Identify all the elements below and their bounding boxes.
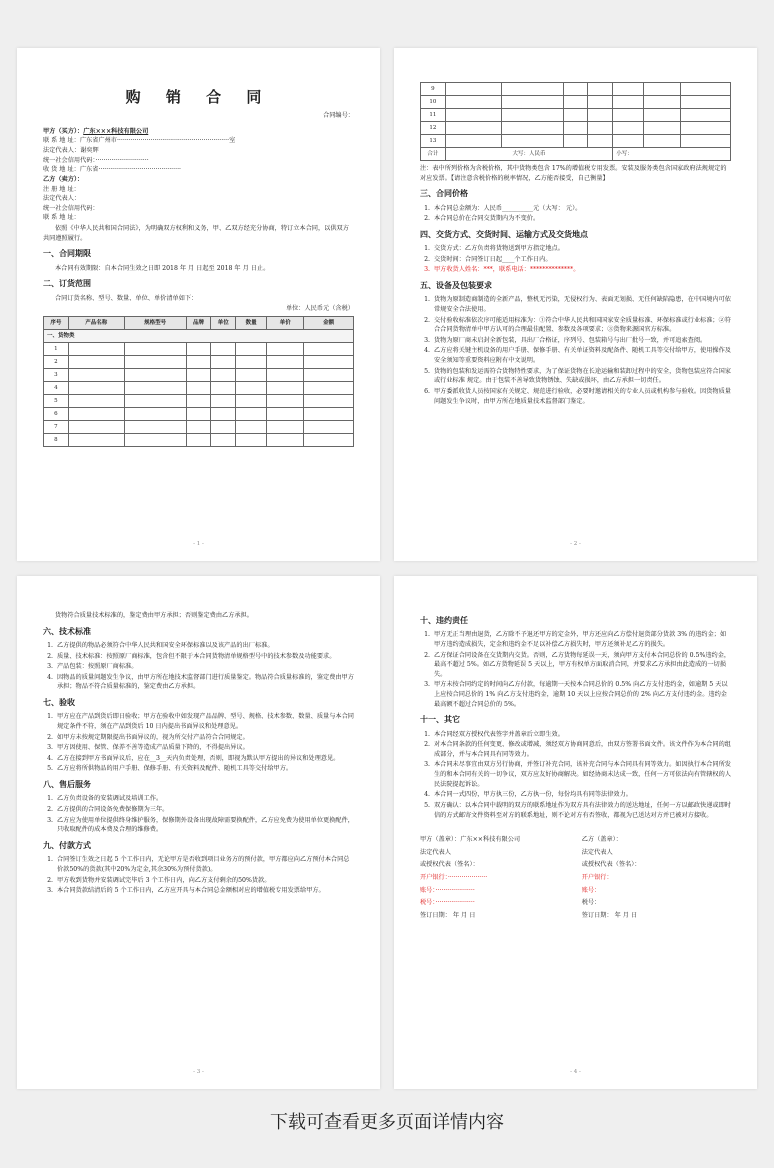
list-item: 本合同未尽事宜由双方另行协商，并签订补充合同，该补充合同与本合同具有同等效力。如因执行本合同所发生的和本合同有关的一切争议，双方应友好协商解决。如经协商未达成一致，任何一方可依法向有管辖权的人民法院提起诉讼。 [434,761,731,788]
table-row [44,342,354,355]
row-number: 9 [421,83,446,96]
list-item: 本合同总金额为：人民币__________元（大写： 元）。 [434,204,582,212]
party-b-label: 乙方（卖方）： [43,175,84,183]
section-heading: 八、售后服务 [43,780,91,790]
list-item: 甲方因使用、保管、保养不善等造成产品质量下降的，不得提出异议。 [57,744,249,752]
contract-page-2: 9 10 11 12 13 合计 大写：人民币 小写： 注：表中所列价格为含税价格，其中货物类包含 17%的增值税专用发票。安装及服务类包含国家政府法规规定的对应发票。【请注意含税价格的税率情况，乙方能否接受，自己衡量】 三、合同价格 1. 本合同总金额为：人民币__________元（大写： 元）。 2. 本合同总价在合同交货期内为不变价。 四、交货方式、交货时间、运输方式及交货地点 1. 交货方式：乙方负责将货物送到甲方指定地点。 2. 交货时间：合同签订日起____个工作日内。 3. 甲方收货人姓名：***，联系电话：**************。 五、设备及包装要求 1. 货物为原制造商制造的全新产品，整机无污染，无侵权行为、表面无划损、无任何缺陷隐患，在中国境内可依常规安全合法使用。 2. 交付验收标准依次序可能适用标准为：①符合中华人民共和国国家安全质量标准、环保标准或行业标准；②符合合同货物清单中甲方认可的合理最佳配置、参数及各项要求；③货物来源国官方标准。 3. 货物为原厂商未启封全新包装，具出厂合格证，序列号、包装箱号与出厂批号一致，并可追索查阅。 4. 乙方应将关键主机设备的用户手册、保修手册、有关单证资料及配备件、随机工具等交付给甲方，使用操作及安全须知等重要资料应附有中文说明。 5. 货物的包装和发运需符合货物特性要求，为了保证货物在长途运输和装卸过程中的安全，货物包装应符合国家或行业标准 规定。由于包装不善导致货物锈蚀、失缺或损坏，由乙方承担一切责任。 6. 甲方委派收货人员按国家有关规定、规范进行验收，必要时邀请相关的专业人员或机构参与验收。因货物质量问题发生争议时，由甲方所在地质量技术监督部门鉴定。 - 2 - [394,48,757,561]
contract-page-1 [17,48,380,561]
list-item: 甲方收到货物并安装调试完毕后 3 个工作日内，向乙方支付剩余的50%货款。 [57,876,271,884]
table-group-row: 一、货物类 [44,329,354,342]
list-item: 乙方保证合同设备在交货期内交货。否则，乙方货物每延误一天，须向甲方支付本合同总价的 0.5%违约金，最高不超过 5%。如乙方货物延误 5 天以上，甲方有权单方面取消合同，并要求乙方承担由此造成的一切损失。 [434,651,731,678]
party-a-credit-code: 统一社会信用代码：··························· [43,156,149,164]
total-in-figures: 小写： [613,148,731,161]
price-note: 注：表中所列价格为含税价格，其中货物类包含 17%的增值税专用发票。安装及服务类包含国家政府法规规定的对应发票。【请注意含税价格的税率情况，乙方能否接受，自己衡量】 [420,165,727,182]
table-row [44,355,354,368]
section-heading: 一、合同期限 [43,249,91,259]
list-item: 货物为原制造商制造的全新产品，整机无污染，无侵权行为、表面无划损、无任何缺陷隐患，在中国境内可依常规安全合法使用。 [434,296,731,314]
list-item: 合同签订生效之日起 5 个工作日内，无论甲方是否收到项目业务方的预付款，甲方都应向乙方预付本合同总价款50%的货款(其中20%为定金,其余30%为预付货款)。 [57,856,350,873]
party-a-signature [420,832,569,923]
row-number: 1 [44,342,69,355]
contract-title: 购 销 合 同 [125,88,272,106]
list-item: 乙方应将关键主机设备的用户手册、保修手册、有关单证资料及配备件、随机工具等交付给甲方，使用操作及安全须知等重要资料应附有中文说明。 [434,347,731,365]
row-number: 5 [44,394,69,407]
party-a-address: 联 系 地 址：广东省广州市·························································室 [43,137,236,145]
sign-line: 账号： [581,886,601,894]
sign-line: 开户银行： [581,873,613,881]
row-number: 12 [421,122,446,135]
table-row [421,109,731,122]
table-header: 金额 [304,316,354,329]
list-item: 产品包装：按照原厂商标准。 [57,663,138,671]
list-item: 本合同货款结清后的 5 个工作日内，乙方应开具与本合同总金额相对应的增值税专用发票给甲方。 [57,887,325,895]
section-heading: 十、违约责任 [420,616,468,625]
section-heading: 十一、其它 [420,715,460,725]
order-table [43,316,354,447]
table-row [44,368,354,381]
sign-line: 税号：···················· [420,899,475,907]
party-b-legal-rep: 法定代表人： [43,195,81,203]
sign-line: 账号：···················· [420,886,475,894]
party-b-registered-address: 注 册 地 址： [43,185,80,193]
section-heading: 七、验收 [43,698,75,708]
list-item: 交货时间：合同签订日起____个工作日内。 [434,255,552,263]
row-number: 10 [421,96,446,109]
list-item: 甲方委派收货人员按国家有关规定、规范进行验收，必要时邀请相关的专业人员或机构参与验收。因货物质量问题发生争议时，由甲方所在地质量技术监督部门鉴定。 [434,387,731,405]
party-a-line [43,127,354,137]
total-in-words: 大写：人民币 [445,148,612,161]
contract-page-4: 十、违约责任 1. 甲方无正当理由退货，乙方除不予退还甲方的定金外，甲方还应向乙方偿付退货部分货款 3% 的违约金；如甲方违约造成损失，定金和违约金不足以补偿乙方损失时，甲方还须补足乙方的损失。 2. 乙方保证合同设备在交货期内交货。否则，乙方货物每延误一天，须向甲方支付本合同总价的 0.5%违约金，最高不超过 5%。如乙方货物延误 5 天以上，甲方有权单方面取消合同，并要求乙方承担由此造成的一切损失。 3. 甲方未按合同约定的时间向乙方付款，每逾期一天按本合同总价的 0.5% 向乙方支付违约金，如逾期 5 天以上应按合同总价的 1% 向乙方支付违约金，逾期 10 天以上应按合同总价的 2% 向乙方支付违约金。违约金最高额不超过合同总价的 5%。 十一、其它 1. 本合同经双方授权代表签字并盖章后立即生效。 2. 对本合同条款的任何变更、修改或增减，须经双方协商同意后，由双方签署书面文件。该文件作为本合同的组成部分，并与本合同具有同等效力。 3. 本合同未尽事宜由双方另行协商，并签订补充合同，该补充合同与本合同具有同等效力。如因执行本合同所发生的和本合同有关的一切争议，双方应友好协商解决。如经协商未达成一致，任何一方可依法向有管辖权的人民法院提起诉讼。 4. 本合同一式四份，甲方执三份，乙方执一份，每份均具有同等法律效力。 5. 双方确认：以本合同中载明的双方的联系地址作为双方具有法律效力的送达地址，任何一方以邮政快递或即时信的方式邮寄文件资料至对方的联系地址，则不论对方有否签收，都视为已送达对方并已被对方接收。 甲方（盖章）：广东××科技有限公司 法定代表人 或授权代表（签名）： 开户银行：···················· 账号：···················· 税号：···················· 签订日期： 年 月 日 乙方（盖章）： 法定代表人 或授权代表（签名）： 开户银行： 账号： 税号： 签订日期： 年 月 日 - 4 - [394,576,757,1089]
page-number: - 4 - [570,1069,581,1076]
list-item: 货物为原厂商未启封全新包装，具出厂合格证，序列号、包装箱号与出厂批号一致，并可追索查阅。 [434,336,707,344]
table-header: 数量 [236,316,267,329]
list-item: 乙方在接到甲方书面异议后，应在__3__天内负责处理，否则，即视为默认甲方提出的异议和处理意见。 [57,754,340,762]
order-table-continued [420,82,731,161]
sign-line: 或授权代表（签名）： [420,861,479,869]
table-row [44,394,354,407]
party-a-receiving-address: 收 货 地 址：广东省·········································· [43,166,182,174]
list-item: 本合同一式四份，甲方执三份，乙方执一份，每份均具有同等法律效力。 [434,791,632,799]
row-number: 6 [44,407,69,420]
table-header: 单位 [211,316,236,329]
row-number: 2 [44,355,69,368]
row-number: 13 [421,135,446,148]
list-item: 乙方提供的物品必须符合中华人民共和国安全环保标准以及该产品的出厂标准。 [57,642,274,649]
table-row [44,407,354,420]
table-total-row [421,148,731,161]
party-b-address: 联 系 地 址： [43,214,80,222]
table-row [421,83,731,96]
party-a-legal-rep: 法定代表人：谢奕辉 [43,147,99,155]
row-number: 11 [421,109,446,122]
list-item: 如甲方未按规定期限提出书面异议的，视为所交付产品符合合同规定。 [57,733,249,741]
list-item: 本合同总价在合同交货期内为不变价。 [434,215,540,223]
contract-number-label: 合同编号： [323,112,354,120]
list-item: 双方确认：以本合同中载明的双方的联系地址作为双方具有法律效力的送达地址，任何一方以邮政快递或即时信的方式邮寄文件资料至对方的联系地址，则不论对方有否签收，都视为已送达对方并已被对方接收。 [434,801,731,819]
party-a-label: 甲方（买方）： [43,127,84,135]
table-header: 单价 [267,316,304,329]
list-item: 甲方应在产品到货后即日验收；甲方在验收中如发现产品品牌、型号、规格、技术参数、数量、质量与本合同规定条件不符，须在产品到货后 10 日内提出书面异议和处理意见。 [57,713,354,731]
table-row [44,420,354,433]
contract-page-3: 货物符合质量技术标准的，鉴定费由甲方承担；否则鉴定费由乙方承担。 六、技术标准 1. 乙方提供的物品必须符合中华人民共和国安全环保标准以及该产品的出厂标准。 2. 质量、技术标准：按照原厂商标准，包含但不限于本合同货物清单规格型号中的技术参数及功能要求。 3. 产品包装：按照原厂商标准。 4. 因物品的质量问题发生争议，由甲方所在地技术监督部门进行质量鉴定。物品符合质量标准的，鉴定费由甲方承担；物品不符合质量标准的，鉴定费由乙方承担。 七、验收 1. 甲方应在产品到货后即日验收；甲方在验收中如发现产品品牌、型号、规格、技术参数、数量、质量与本合同规定条件不符，须在产品到货后 10 日内提出书面异议和处理意见。 2. 如甲方未按规定期限提出书面异议的，视为所交付产品符合合同规定。 3. 甲方因使用、保管、保养不善等造成产品质量下降的，不得提出异议。 4. 乙方在接到甲方书面异议后，应在__3__天内负责处理，否则，即视为默认甲方提出的异议和处理意见。 5. 乙方应将所供物品的用户手册、保修手册、有关资料及配件、随机工具等交付给甲方。 八、售后服务 1. 乙方负责设备的安装调试及培训工作。 2. 乙方提供的合同设备免费保修期为三年。 3. 乙方应为使用单位提供终身维护服务，保修期外设备出现故障需要换配件，乙方应免费为使用单位更换配件，只收取配件的成本费及合理的维修费。 九、付款方式 1. 合同签订生效之日起 5 个工作日内，无论甲方是否收到项目业务方的预付款，甲方都应向乙方预付本合同总价款50%的货款(其中20%为定金,其余30%为预付货款)。 2. 甲方收到货物并安装调试完毕后 3 个工作日内，向乙方支付剩余的50%货款。 3. 本合同货款结清后的 5 个工作日内，乙方应开具与本合同总金额相对应的增值税专用发票给甲方。 - 3 - [17,576,380,1089]
scope-paragraph: 合同订货名称、型号、数量、单位、单价清单如下： [55,294,198,302]
sign-line: 甲方（盖章）：广东××科技有限公司 [420,836,521,844]
section-heading: 五、设备及包装要求 [420,281,492,291]
list-item: 甲方未按合同约定的时间向乙方付款，每逾期一天按本合同总价的 0.5% 向乙方支付违约金，如逾期 5 天以上应按合同总价的 1% 向乙方支付违约金，逾期 10 天以上应按合同总价的 2% 向乙方支付违约金。违约金最高额不超过合同总价的 5%。 [434,681,728,708]
table-row [421,122,731,135]
page-number: - 3 - [193,1069,204,1076]
sign-line: 乙方（盖章）： [581,836,622,844]
table-header: 产品名称 [68,316,124,329]
list-item: 交付验收标准依次序可能适用标准为：①符合中华人民共和国国家安全质量标准、环保标准或行业标准；②符合合同货物清单中甲方认可的合理最佳配置、参数及各项要求；③货物来源国官方标准。 [434,316,731,334]
table-row [421,135,731,148]
list-item: 本合同经双方授权代表签字并盖章后立即生效。 [434,730,564,738]
page-number: - 2 - [570,541,581,548]
list-item: 货物的包装和发运需符合货物特性要求，为了保证货物在长途运输和装卸过程中的安全，货物包装应符合国家或行业标准 规定。由于包装不善导致货物锈蚀、失缺或损坏，由乙方承担一切责任。 [434,367,731,385]
intro-paragraph: 依照《中华人民共和国合同法》，为明确双方权利和义务，甲、乙双方经充分协商，特订立本合同，以供双方共同遵照履行。 [43,224,349,242]
sign-line: 签订日期： 年 月 日 [420,911,476,919]
list-item: 因物品的质量问题发生争议，由甲方所在地技术监督部门进行质量鉴定。物品符合质量标准的，鉴定费由甲方承担；物品不符合质量标准的，鉴定费由乙方承担。 [57,673,354,691]
row-number: 4 [44,381,69,394]
sign-line: 开户银行：···················· [420,873,488,881]
section-heading: 九、付款方式 [43,840,91,850]
list-item: 乙方提供的合同设备免费保修期为三年。 [57,806,169,814]
list-item: 乙方应将所供物品的用户手册、保修手册、有关资料及配件、随机工具等交付给甲方。 [57,765,293,773]
row-number: 3 [44,368,69,381]
sign-line: 税号： [581,899,601,907]
table-row [44,433,354,446]
section-heading: 四、交货方式、交货时间、运输方式及交货地点 [420,229,588,239]
sign-line: 签订日期： 年 月 日 [581,911,638,919]
party-b-signature [582,832,731,923]
row-number: 7 [44,420,69,433]
continued-paragraph: 货物符合质量技术标准的，鉴定费由甲方承担；否则鉴定费由乙方承担。 [55,612,253,619]
table-header: 品牌 [186,316,211,329]
section-heading: 二、订货范围 [43,279,91,289]
section-heading: 三、合同价格 [420,189,468,199]
list-item: 甲方无正当理由退货，乙方除不予退还甲方的定金外，甲方还应向乙方偿付退货部分货款 3% 的违约金；如甲方违约造成损失，定金和违约金不足以补偿乙方损失时，甲方还须补足乙方的损失。 [434,631,727,648]
table-row [421,96,731,109]
term-paragraph: 本合同有效期限：自本合同生效之日即 2018 年 月 日起至 2018 年 月 日止。 [55,264,270,272]
sign-line: 法定代表人 [420,848,451,856]
party-b-credit-code: 统一社会信用代码： [43,204,99,212]
list-item: 对本合同条款的任何变更、修改或增减，须经双方协商同意后，由双方签署书面文件。该文件作为本合同的组成部分，并与本合同具有同等效力。 [434,741,731,758]
signature-block [420,832,731,923]
list-item: 交货方式：乙方负责将货物送到甲方指定地点。 [434,245,564,253]
sign-line: 或授权代表（签名）： [581,861,641,869]
receiver-contact: 甲方收货人姓名：***，联系电话：**************。 [434,266,580,274]
section-heading: 六、技术标准 [43,626,91,636]
table-header: 序号 [44,316,69,329]
list-item: 乙方负责设备的安装调试及培训工作。 [57,795,163,803]
table-row [44,381,354,394]
list-item: 乙方应为使用单位提供终身维护服务，保修期外设备出现故障需要换配件，乙方应免费为使用单位更换配件，只收取配件的成本费及合理的维修费。 [57,816,354,834]
party-a-name: 广东×××科技有限公司 [83,127,149,135]
table-header: 规格型号 [124,316,186,329]
total-label: 合计 [421,148,446,161]
page-number: - 1 - [193,541,204,548]
currency-unit: 单位：人民币元（含税） [285,305,354,313]
row-number: 8 [44,433,69,446]
download-more-caption: 下载可查看更多页面详情内容 [270,1112,504,1133]
sign-line: 法定代表人 [581,848,613,856]
list-item: 质量、技术标准：按照原厂商标准，包含但不限于本合同货物清单规格型号中的技术参数及功能要求。 [57,652,336,660]
